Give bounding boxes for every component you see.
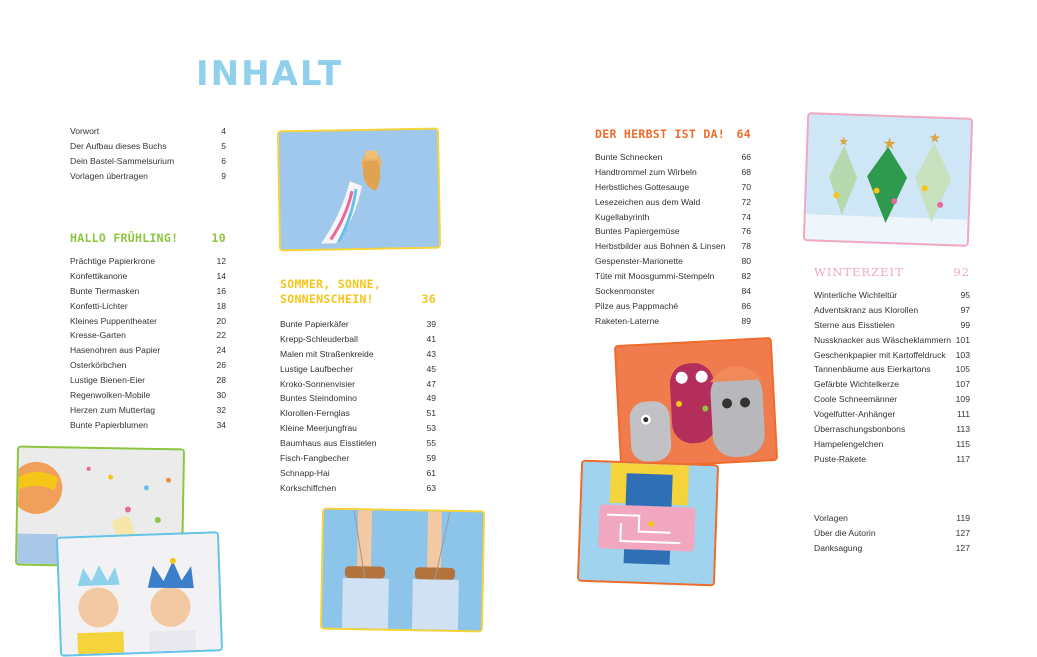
toc-page-number: 12 [216, 256, 226, 266]
page-title: INHALT [196, 54, 344, 94]
toc-row[interactable] [280, 347, 436, 362]
egg-carton-trees-illustration [805, 114, 971, 245]
toc-page-number: 18 [216, 300, 226, 311]
toc-page-number: 59 [426, 453, 436, 464]
marble-maze-illustration [579, 462, 717, 585]
toc-spring [70, 254, 226, 433]
svg-text:★: ★ [881, 133, 897, 154]
toc-page-number: 34 [216, 419, 226, 430]
toc-entry-title: Konfettikanone [70, 270, 128, 281]
toc-page-number: 107 [955, 379, 970, 390]
toc-entry-title: Lustige Bienen-Eier [70, 375, 146, 386]
toc-row[interactable] [595, 254, 751, 269]
toc-page-number: 111 [956, 409, 970, 420]
toc-page-number: 47 [426, 378, 436, 389]
photo-mermaid [277, 128, 441, 252]
toc-row[interactable] [70, 314, 226, 329]
toc-row[interactable] [70, 299, 226, 314]
toc-row[interactable] [814, 303, 970, 318]
toc-entry-title: Über die Autorin [814, 527, 876, 538]
photo-can-stilts [320, 508, 485, 633]
toc-row[interactable] [280, 436, 436, 451]
svg-text:★: ★ [928, 130, 942, 147]
photo-marble-maze [577, 460, 719, 587]
toc-entry-title: Sockenmonster [595, 286, 655, 297]
toc-page-number: 70 [741, 181, 751, 192]
toc-appendix [814, 511, 970, 556]
toc-entry-title: Tüte mit Moosgummi-Stempeln [595, 271, 715, 282]
toc-entry-title: Kleines Puppentheater [70, 315, 157, 326]
toc-autumn [595, 150, 751, 329]
toc-page-number: 76 [741, 226, 751, 237]
toc-page-number: 78 [741, 241, 751, 252]
toc-row[interactable] [814, 362, 970, 377]
toc-entry-title: Kroko-Sonnenvisier [280, 378, 355, 389]
toc-entry-title: Herbstliches Gottesauge [595, 181, 690, 192]
toc-row[interactable] [280, 466, 436, 481]
toc-page-number: 97 [960, 304, 970, 315]
toc-row[interactable] [280, 421, 436, 436]
toc-row[interactable] [70, 358, 226, 373]
toc-row[interactable] [814, 526, 970, 541]
toc-row[interactable] [70, 124, 226, 139]
toc-page-number: 103 [955, 349, 970, 360]
toc-page-number: 101 [955, 334, 970, 345]
toc-page-number: 5 [221, 140, 226, 151]
toc-page-number: 28 [216, 375, 226, 386]
toc-entry-title: Der Aufbau dieses Buchs [70, 140, 167, 151]
toc-row[interactable] [814, 392, 970, 407]
section-title: DER HERBST IST DA! [595, 127, 726, 141]
toc-entry-title: Hampelengelchen [814, 438, 884, 449]
toc-row[interactable] [280, 332, 436, 347]
toc-page-number: 99 [960, 319, 970, 330]
toc-page-number: 127 [955, 527, 970, 538]
toc-entry-title: Schnapp-Hai [280, 467, 330, 478]
toc-entry-title: Raketen-Laterne [595, 315, 660, 326]
toc-entry-title: Handtrommel zum Wirbeln [595, 166, 697, 177]
toc-page-number: 41 [426, 333, 436, 344]
toc-entry-title: Nussknacker aus Wäscheklammern [814, 334, 952, 345]
toc-page-number: 55 [426, 438, 436, 449]
can-stilts-illustration [322, 510, 483, 631]
section-heading-winter [814, 265, 970, 280]
toc-entry-title: Gespenster-Marionette [595, 256, 683, 267]
toc-row[interactable] [595, 165, 751, 180]
toc-row[interactable] [280, 391, 436, 406]
toc-row[interactable] [814, 407, 970, 422]
section-page-number: 10 [211, 231, 226, 245]
toc-row[interactable] [595, 269, 751, 284]
toc-page-number: 45 [426, 363, 436, 374]
section-title-line2: SONNENSCHEIN! [280, 292, 374, 306]
toc-row[interactable] [595, 150, 751, 165]
toc-row[interactable] [595, 195, 751, 210]
toc-row[interactable] [70, 269, 226, 284]
toc-row[interactable] [70, 403, 226, 418]
toc-entry-title: Vorlagen [814, 513, 848, 523]
toc-row[interactable] [814, 333, 970, 348]
toc-entry-title: Adventskranz aus Klorollen [814, 304, 919, 315]
toc-intro [70, 124, 226, 184]
toc-page-number: 4 [221, 126, 226, 136]
toc-entry-title: Vorlagen übertragen [70, 170, 148, 181]
sock-monsters-illustration [616, 339, 776, 467]
toc-page-number: 82 [741, 271, 751, 282]
toc-page-number: 24 [216, 345, 226, 356]
toc-page-number: 9 [221, 170, 226, 181]
toc-page-number: 51 [426, 408, 436, 419]
toc-entry-title: Malen mit Straßenkreide [280, 348, 374, 359]
toc-entry-title: Kresse-Garten [70, 330, 126, 341]
toc-page-number: 32 [216, 404, 226, 415]
toc-entry-title: Überraschungsbonbons [814, 424, 906, 435]
toc-page-number: 43 [426, 348, 436, 359]
mermaid-illustration [279, 130, 439, 250]
section-page-number: 92 [953, 265, 970, 279]
toc-row[interactable] [280, 362, 436, 377]
toc-page-number: 63 [426, 482, 436, 493]
toc-entry-title: Vorwort [70, 126, 100, 136]
toc-row[interactable] [595, 314, 751, 329]
section-title: WINTERZEIT [814, 265, 904, 279]
toc-row[interactable] [814, 318, 970, 333]
toc-page-number: 84 [741, 286, 751, 297]
toc-entry-title: Kugellabyrinth [595, 211, 650, 222]
toc-row[interactable] [814, 377, 970, 392]
toc-page-number: 39 [426, 319, 436, 329]
toc-row[interactable] [595, 239, 751, 254]
toc-row[interactable] [70, 373, 226, 388]
toc-entry-title: Osterkörbchen [70, 360, 127, 371]
toc-page-number: 80 [741, 256, 751, 267]
toc-entry-title: Korkschiffchen [280, 482, 337, 493]
toc-entry-title: Konfetti-Lichter [70, 300, 128, 311]
toc-row[interactable] [814, 288, 970, 303]
toc-page-number: 117 [956, 453, 970, 464]
toc-winter [814, 288, 970, 467]
toc-row[interactable] [280, 451, 436, 466]
toc-entry-title: Prächtige Papierkrone [70, 256, 156, 266]
toc-entry-title: Vogelfutter-Anhänger [814, 409, 896, 420]
toc-entry-title: Geschenkpapier mit Kartoffeldruck [814, 349, 946, 360]
toc-entry-title: Winterliche Wichteltür [814, 290, 898, 300]
toc-row[interactable] [70, 169, 226, 184]
toc-entry-title: Bunte Papierblumen [70, 419, 148, 430]
section-page-number: 64 [736, 127, 751, 141]
toc-page-number: 68 [741, 166, 751, 177]
toc-entry-title: Klorollen-Fernglas [280, 408, 350, 419]
toc-row[interactable] [814, 348, 970, 363]
toc-row[interactable] [70, 328, 226, 343]
toc-page-number: 16 [216, 285, 226, 296]
toc-page-number: 26 [216, 360, 226, 371]
toc-row[interactable] [70, 343, 226, 358]
section-title: HALLO FRÜHLING! [70, 231, 179, 245]
toc-entry-title: Buntes Steindomino [280, 393, 357, 404]
toc-page-number: 20 [216, 315, 226, 326]
toc-page-number: 30 [216, 390, 226, 401]
toc-row[interactable] [70, 418, 226, 433]
toc-entry-title: Lesezeichen aus dem Wald [595, 196, 701, 207]
paper-crowns-illustration [58, 533, 221, 654]
toc-page-number: 109 [955, 394, 970, 405]
toc-entry-title: Bunte Tiermasken [70, 285, 140, 296]
section-heading-summer [280, 277, 436, 307]
toc-row[interactable] [595, 284, 751, 299]
toc-page-number: 86 [741, 300, 751, 311]
toc-page-number: 74 [741, 211, 751, 222]
toc-page-number: 14 [216, 270, 226, 281]
toc-entry-title: Fisch-Fangbecher [280, 453, 350, 464]
toc-entry-title: Buntes Papiergemüse [595, 226, 680, 237]
toc-page-number: 105 [955, 364, 970, 375]
toc-entry-title: Pilze aus Pappmaché [595, 300, 679, 311]
toc-entry-title: Kleine Meerjungfrau [280, 423, 357, 434]
toc-entry-title: Tannenbäume aus Eierkartons [814, 364, 931, 375]
toc-row[interactable] [595, 299, 751, 314]
toc-entry-title: Bunte Schnecken [595, 152, 663, 162]
toc-page-number: 127 [955, 542, 970, 553]
toc-row[interactable] [70, 139, 226, 154]
toc-row[interactable] [595, 180, 751, 195]
toc-page-number: 113 [956, 424, 970, 435]
toc-summer [280, 317, 436, 496]
photo-sock-monsters [614, 337, 778, 469]
toc-page-number: 53 [426, 423, 436, 434]
svg-text:★: ★ [838, 134, 850, 149]
toc-row[interactable] [70, 254, 226, 269]
toc-entry-title: Krepp-Schleuderball [280, 333, 358, 344]
toc-page-number: 66 [741, 152, 751, 162]
toc-row[interactable] [814, 541, 970, 556]
toc-row[interactable] [595, 224, 751, 239]
toc-row[interactable] [814, 511, 970, 526]
toc-entry-title: Dein Bastel-Sammelsurium [70, 155, 175, 166]
toc-row[interactable] [595, 210, 751, 225]
toc-page-number: 119 [956, 513, 970, 523]
toc-row[interactable] [70, 388, 226, 403]
toc-entry-title: Hasenohren aus Papier [70, 345, 161, 356]
toc-entry-title: Regenwolken-Mobile [70, 390, 151, 401]
toc-page-number: 95 [960, 290, 970, 300]
toc-entry-title: Coole Schneemänner [814, 394, 898, 405]
toc-page-number: 49 [426, 393, 436, 404]
photo-paper-crowns [56, 531, 223, 657]
toc-row[interactable] [280, 377, 436, 392]
toc-row[interactable] [70, 154, 226, 169]
toc-page-number: 115 [956, 438, 970, 449]
photo-egg-carton-trees [803, 112, 973, 247]
toc-entry-title: Danksagung [814, 542, 863, 553]
toc-row[interactable] [280, 317, 436, 332]
toc-row[interactable] [70, 284, 226, 299]
toc-row[interactable] [814, 452, 970, 467]
toc-entry-title: Herzen zum Muttertag [70, 404, 156, 415]
toc-entry-title: Sterne aus Eisstielen [814, 319, 895, 330]
toc-page-number: 72 [741, 196, 751, 207]
toc-entry-title: Herbstbilder aus Bohnen & Linsen [595, 241, 726, 252]
toc-entry-title: Puste-Rakete [814, 453, 867, 464]
section-page-number: 36 [421, 292, 436, 306]
toc-entry-title: Bunte Papierkäfer [280, 319, 349, 329]
section-title-line1: SOMMER, SONNE, [280, 277, 382, 291]
toc-row[interactable] [814, 422, 970, 437]
toc-page-number: 89 [741, 315, 751, 326]
toc-row[interactable] [280, 406, 436, 421]
toc-row[interactable] [280, 481, 436, 496]
toc-entry-title: Baumhaus aus Eisstielen [280, 438, 377, 449]
toc-row[interactable] [814, 437, 970, 452]
toc-entry-title: Gefärbte Wichtelkerze [814, 379, 900, 390]
toc-page-number: 61 [426, 467, 436, 478]
toc-entry-title: Lustige Laufbecher [280, 363, 354, 374]
section-heading-spring [70, 231, 226, 246]
toc-page-number: 6 [221, 155, 226, 166]
section-heading-autumn [595, 127, 751, 142]
toc-page-number: 22 [216, 330, 226, 341]
